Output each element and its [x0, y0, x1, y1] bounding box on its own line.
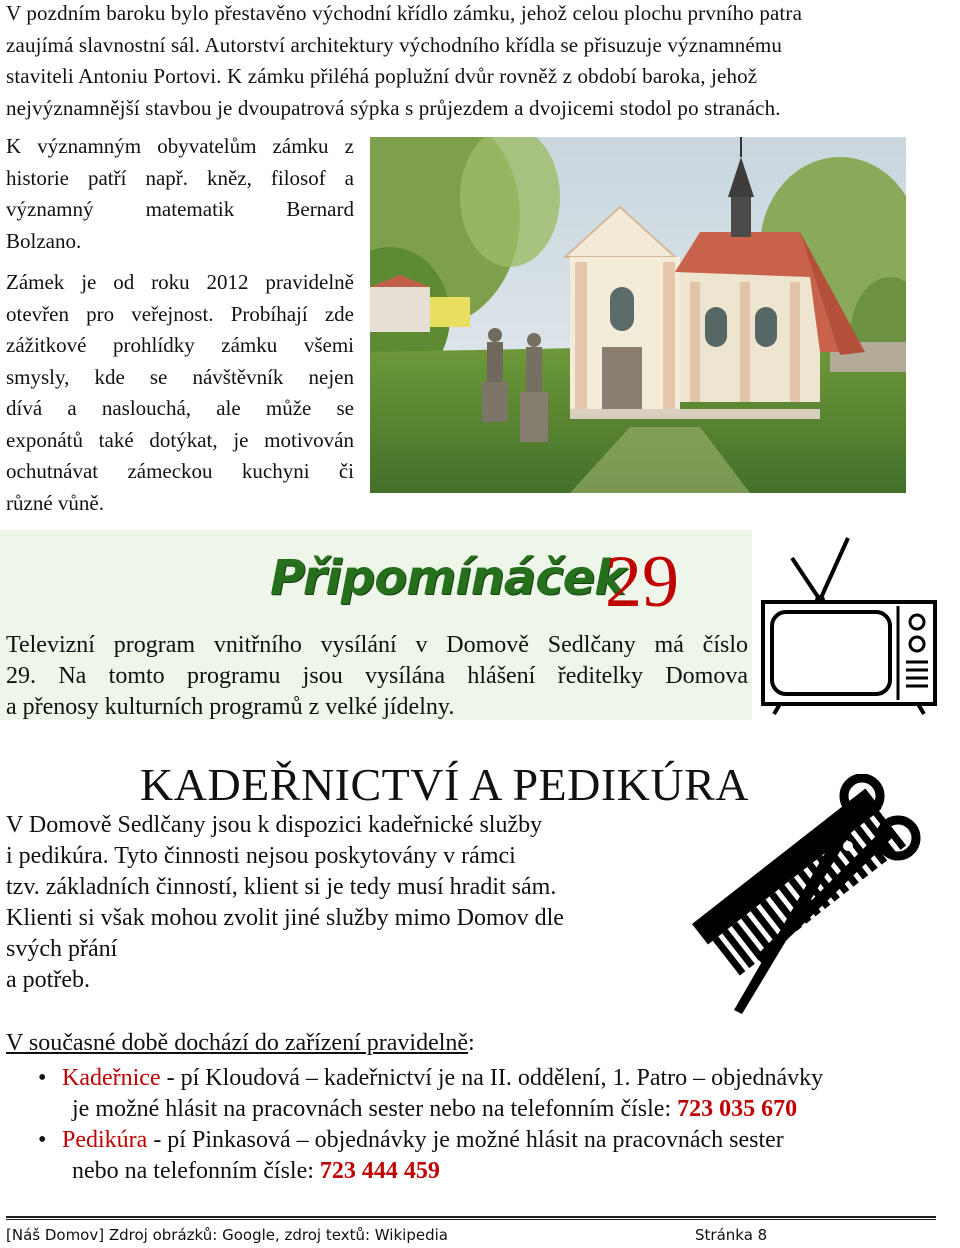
text-line: svých přání — [6, 936, 118, 962]
phone-number: 723 444 459 — [319, 1158, 440, 1184]
section-title: KADEŘNICTVÍ A PEDIKÚRA — [140, 759, 749, 810]
text-line: exponátů také dotýkat, je motivován — [6, 427, 354, 452]
text-line: tzv. základních činností, klient si je tedy musí hradit sám. — [6, 874, 557, 900]
text-line: Bolzano. — [6, 228, 82, 253]
footer-divider — [6, 1216, 936, 1218]
service-label: Pedikúra — [62, 1127, 148, 1153]
text-line: smysly, kde se návštěvník nejen — [6, 364, 354, 389]
service-label: Kadeřnice — [62, 1065, 161, 1091]
bullet-icon: • — [38, 1127, 47, 1153]
footer-divider — [6, 1219, 936, 1220]
text-line: nejvýznamnější stavbou je dvoupatrová sýpka s průjezdem a dvojicemi stodol po stranách. — [6, 95, 781, 120]
text-line: i pedikúra. Tyto činnosti nejsou poskytovány v rámci — [6, 843, 516, 869]
text-line: V Domově Sedlčany jsou k dispozici kadeřnické služby — [6, 812, 543, 838]
reminder-number: 29 — [605, 541, 679, 623]
text-line: dívá a naslouchá, ale může se — [6, 396, 354, 420]
text-line: Televizní program vnitřního vysílání v Domově Sedlčany má číslo — [6, 632, 748, 658]
text-line: V pozdním baroku bylo přestavěno východní křídlo zámku, jehož celou plochu prvního patra — [6, 1, 803, 25]
text-line: Klienti si však mohou zvolit jiné služby mimo Domov dle — [6, 905, 564, 931]
text-line: ochutnávat zámeckou kuchyni či — [6, 459, 354, 483]
footer-source: [Náš Domov] Zdroj obrázků: Google, zdroj textů: Wikipedia — [6, 1226, 448, 1244]
intro-paragraph — [6, 0, 934, 124]
text-line: a potřeb. — [6, 967, 90, 993]
television-icon — [760, 536, 940, 721]
list-item: • Kadeřnice - pí Kloudová – kadeřnictví je na II. oddělení, 1. Patro – objednávky je možné hlásit na pracovnách sester nebo na telefonním čísle: 723 035 670 — [38, 1065, 824, 1122]
text-line: zaujímá slavnostní sál. Autorství architektury východního křídla se přisuzuje významnému — [6, 32, 783, 57]
residents-paragraph — [6, 131, 354, 257]
text-line: Zámek je od roku 2012 pravidelně — [6, 270, 354, 294]
page-number: Stránka 8 — [695, 1226, 768, 1244]
text-line: 29. Na tomto programu jsou vysílána hlášení ředitelky Domova — [6, 663, 748, 689]
reminder-text — [6, 630, 748, 723]
opening-paragraph — [6, 267, 354, 519]
hair-paragraph — [6, 810, 666, 996]
text-line: významný matematik Bernard — [6, 197, 354, 221]
text-line: otevřen pro veřejnost. Probíhají zde — [6, 301, 354, 326]
text-line: staviteli Antoniu Portovi. K zámku přiléhá poplužní dvůr rovněž z období baroka, jehož — [6, 64, 758, 88]
bullet-icon: • — [38, 1065, 47, 1091]
phone-number: 723 035 670 — [677, 1096, 798, 1122]
text-line: různé vůně. — [6, 490, 104, 515]
text-line: a přenosy kulturních programů z velké jídelny. — [6, 694, 455, 720]
text-line: K významným obyvatelům zámku z — [6, 134, 354, 158]
text-line: zážitkové prohlídky zámku všemi — [6, 333, 354, 357]
scissors-comb-icon — [672, 774, 932, 1029]
text-line: historie patří např. kněz, filosof a — [6, 165, 354, 190]
schedule-list — [40, 1063, 940, 1187]
schedule-heading: V současné době dochází do zařízení pravidelně: — [6, 1030, 475, 1056]
chapel-photo — [370, 137, 906, 493]
list-item: • Pedikúra - pí Pinkasová – objednávky je možné hlásit na pracovnách sester nebo na telefonním čísle: 723 444 459 — [38, 1127, 784, 1184]
reminder-title: Připomínáček — [270, 550, 626, 606]
